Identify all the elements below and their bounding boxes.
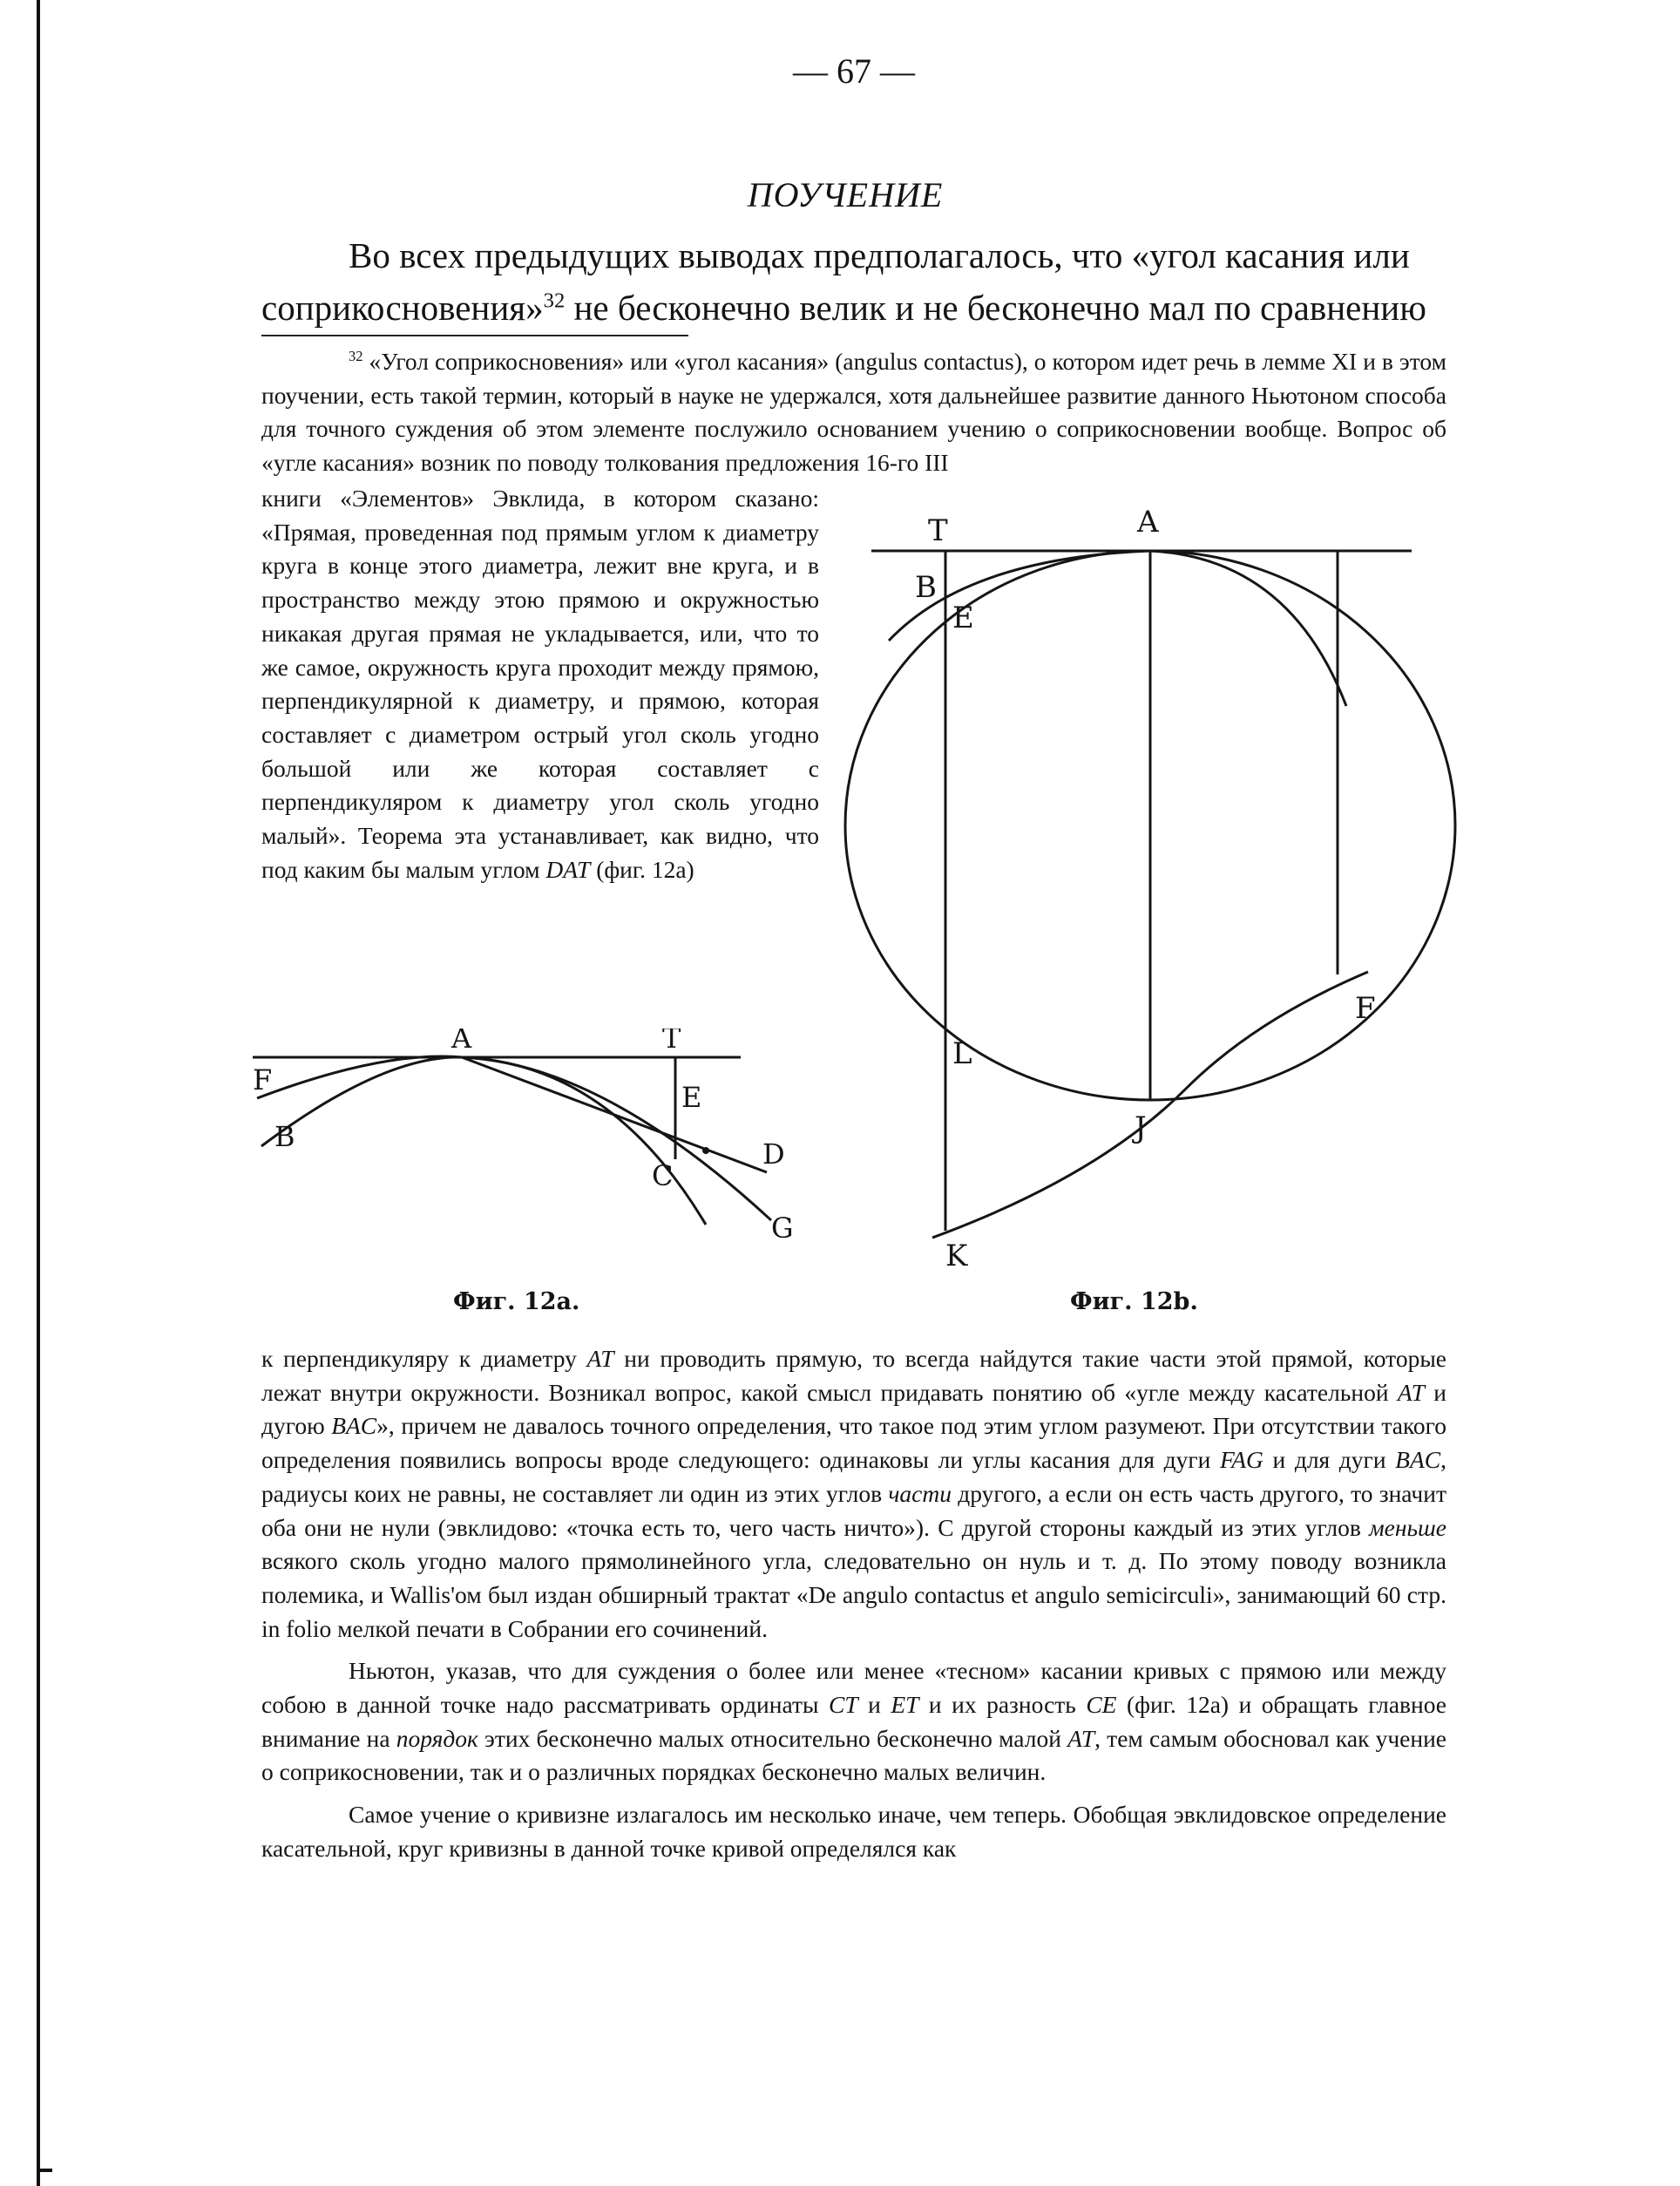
intro-text-b: не бесконечно велик и не бесконечно мал по сравнению	[565, 288, 1426, 328]
fig12b-label-K: K	[945, 1239, 968, 1273]
p2-part: и	[857, 1691, 891, 1719]
fig12a-label-D: D	[762, 1137, 785, 1171]
footnote-column-text	[261, 482, 819, 886]
p2-part: этих бесконечно малых относительно бесконечно малой	[478, 1724, 1068, 1752]
math-ce: CE	[1086, 1691, 1117, 1719]
figure-12b-caption: Фиг. 12b.	[1070, 1288, 1198, 1315]
paragraph-3: Самое учение о кривизне излагалось им несколько иначе, чем теперь. Обобщая эвклидовское определение касательной, круг кривизны в данной точке кривой определялся как	[261, 1801, 1446, 1862]
p1-part: ни проводить прямую, то всегда найдутся такие части этой прямой, которые лежат внутри окружности. Возникал вопрос, какой смысл придавать понятию об «угле между касательной	[261, 1345, 1446, 1406]
fig12a-label-A: A	[451, 1029, 472, 1055]
math-dat: DAT	[545, 855, 591, 883]
figure-12a	[253, 1029, 810, 1281]
main-text	[261, 1342, 1446, 1875]
math-at: AT	[1397, 1378, 1425, 1406]
fig12a-label-T: T	[662, 1029, 681, 1055]
fig12b-label-J: J	[1135, 1110, 1147, 1145]
fig12a-label-E: E	[681, 1081, 702, 1114]
figure-12b	[837, 497, 1464, 1281]
footnote-column-body: книги «Элементов» Эвклида, в котором сказано: «Прямая, проведенная под прямым углом к диаметру круга в конце этого диаметра, лежит вне круга, и в пространство между этою прямою и окружностью никакая другая прямая не укладывается, или, что то же самое, окружность круга проходит между прямою, перпендикулярной к диаметру, и прямою, которая составляет с диаметром острый угол сколь угодно большой или же которая составляет с перпендикуляром к диаметру угол сколь угодно малый». Теорема эта устанавливает, как видно, что под каким бы малым углом	[261, 485, 819, 883]
math-et: ET	[891, 1691, 919, 1719]
footnote-body: «Угол соприкосновения» или «угол касания» (angulus contactus), о котором идет речь в лемме XI и в этом поучении, есть такой термин, который в науке не удержался, хотя дальнейшее развитие данного Ньютоном способа для точного суждения об этом элементе послужило основанием учению о соприкосновении вообще. Вопрос об «угле касания» возник по поводу толкования предложения 16-го III	[261, 348, 1447, 477]
p1-part: другого, а если он есть часть другого, то значит оба они не нули (эвклидово: «точка есть то, чего часть ничто»). С другой стороны каждый из этих углов	[261, 1479, 1446, 1541]
paragraph-1	[261, 1342, 1446, 1646]
emphasis-poryadok: порядок	[396, 1724, 478, 1752]
fig12a-label-C: C	[652, 1159, 674, 1192]
p2-part: (фиг. 12a) и обращать главное внимание на	[261, 1691, 1447, 1752]
math-bac: BAC	[1395, 1446, 1441, 1474]
page-number: — 67 —	[793, 51, 915, 91]
p1-part: и для дуги	[1263, 1446, 1396, 1474]
intro-line-1: Во всех предыдущих выводах предполагалось, что «угол касания или	[349, 235, 1410, 275]
fig12b-label-L: L	[952, 1036, 972, 1071]
footnote-rule	[261, 335, 688, 336]
p1-part: всякого сколь угодно малого прямолинейного угла, следовательно он нуль и т. д. По этому поводу возникла полемика, и Wallis'ом был издан обширный трактат «De angulo contactus et angulo semicirculi», занимающий 60 стр. in folio мелкой печати в Собрании его сочинений.	[261, 1547, 1446, 1642]
math-at: AT	[586, 1345, 614, 1372]
footnote-column-end: (фиг. 12a)	[590, 855, 694, 883]
intro-text-a: соприкосновения»	[261, 288, 544, 328]
footnote-text	[261, 345, 1446, 480]
intro-line-2	[261, 281, 1446, 335]
figure-12a-caption: Фиг. 12a.	[453, 1288, 580, 1315]
math-fag: FAG	[1219, 1446, 1263, 1474]
footnote-number: 32	[349, 347, 363, 364]
footnote-ref: 32	[543, 289, 566, 313]
p2-part: , тем самым обосновал как учение о соприкосновении, так и о различных порядках бесконечно малых величин.	[261, 1724, 1447, 1786]
math-ct: CT	[828, 1691, 858, 1719]
fig12b-label-E: E	[952, 601, 974, 635]
fig12b-label-T: T	[928, 513, 948, 548]
emphasis-chasti: части	[888, 1479, 952, 1507]
scan-edge-mark	[0, 0, 52, 2186]
fig12b-label-B: B	[915, 570, 937, 605]
section-heading: ПОУЧЕНИЕ	[747, 175, 944, 214]
fig12a-arc-BAC	[261, 1057, 706, 1225]
paragraph-2	[261, 1654, 1446, 1789]
p1-part: , радиусы коих не равны, не составляет ли один из этих углов	[261, 1446, 1446, 1507]
fig12a-label-F: F	[253, 1063, 273, 1096]
p1-part: и дугою	[261, 1378, 1446, 1440]
fig12b-label-F: F	[1355, 991, 1376, 1026]
fig12a-dot	[702, 1147, 709, 1154]
fig12a-line-AD	[462, 1057, 767, 1172]
p1-part: к перпендикуляру к диаметру	[261, 1345, 587, 1372]
fig12a-label-G: G	[771, 1212, 794, 1245]
p2-part: и их разность	[918, 1691, 1087, 1719]
fig12b-label-A: A	[1137, 505, 1159, 540]
fig12a-label-B: B	[274, 1120, 295, 1153]
math-bac: BAC	[331, 1412, 377, 1440]
math-at: AT	[1067, 1724, 1095, 1752]
p1-part: », причем не давалось точного определения, что такое под этим углом разумеют. При отсутствии такого определения появились вопросы вроде следующего: одинаковы ли углы касания для дуги	[261, 1412, 1446, 1474]
emphasis-menshe: меньше	[1369, 1513, 1446, 1541]
p2-part: Ньютон, указав, что для суждения о более или менее «тесном» касании кривых с прямою или между собою в данной точке надо рассматривать ординаты	[261, 1657, 1446, 1719]
